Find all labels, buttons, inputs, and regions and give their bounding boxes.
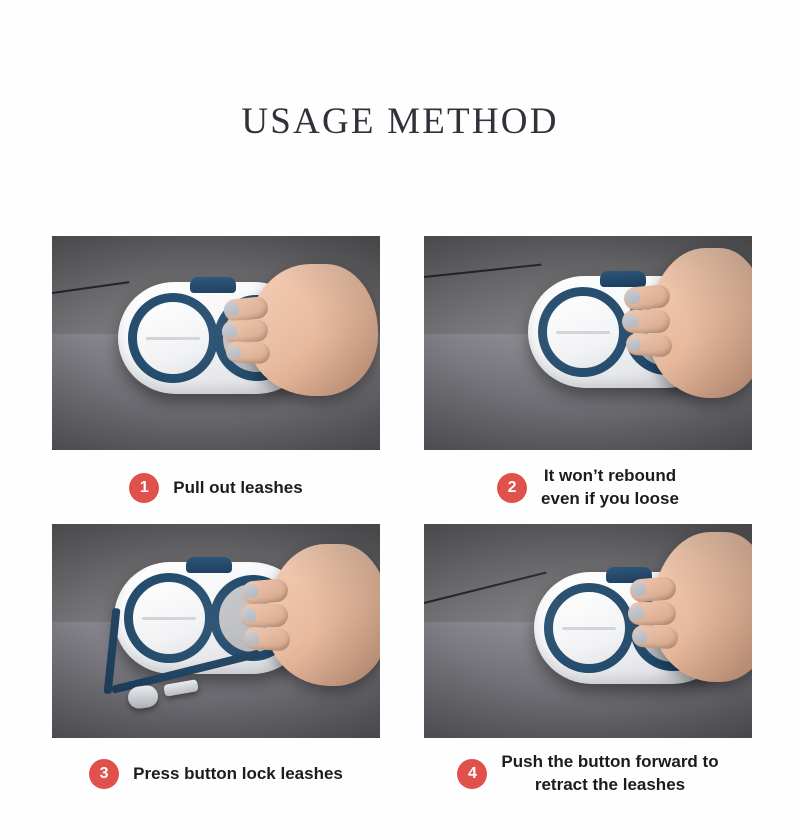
steps-grid bbox=[52, 236, 752, 798]
step-caption-2 bbox=[424, 464, 752, 512]
step-caption-line-2: retract the leashes bbox=[534, 775, 686, 794]
step-caption-1 bbox=[52, 464, 380, 512]
step-image-4 bbox=[424, 524, 752, 738]
step-number-badge: 4 bbox=[457, 759, 487, 789]
step-caption-line-1: It won’t rebound bbox=[543, 466, 677, 486]
step-caption-line-1: Push the button forward to bbox=[501, 752, 719, 772]
step-image-3 bbox=[52, 524, 380, 738]
step-card-1 bbox=[52, 236, 380, 512]
step-caption-3 bbox=[52, 750, 380, 798]
step-caption-text: Pull out leashes bbox=[173, 477, 303, 497]
step-caption-text bbox=[501, 751, 718, 797]
step-card-3 bbox=[52, 524, 380, 798]
step-card-2 bbox=[424, 236, 752, 512]
step-caption-text: Press button lock leashes bbox=[133, 763, 343, 783]
photo-vignette bbox=[52, 236, 380, 450]
step-caption-4 bbox=[424, 750, 752, 798]
page-title: USAGE METHOD bbox=[241, 101, 559, 142]
step-card-4 bbox=[424, 524, 752, 798]
step-image-1 bbox=[52, 236, 380, 450]
photo-vignette bbox=[424, 524, 752, 738]
step-caption-text bbox=[541, 465, 679, 511]
step-number-badge: 2 bbox=[497, 473, 527, 503]
photo-vignette bbox=[52, 524, 380, 738]
photo-vignette bbox=[424, 236, 752, 450]
step-number-badge: 3 bbox=[89, 759, 119, 789]
step-number-badge: 1 bbox=[129, 473, 159, 503]
step-caption-line-2: even if you loose bbox=[541, 489, 679, 508]
step-image-2 bbox=[424, 236, 752, 450]
